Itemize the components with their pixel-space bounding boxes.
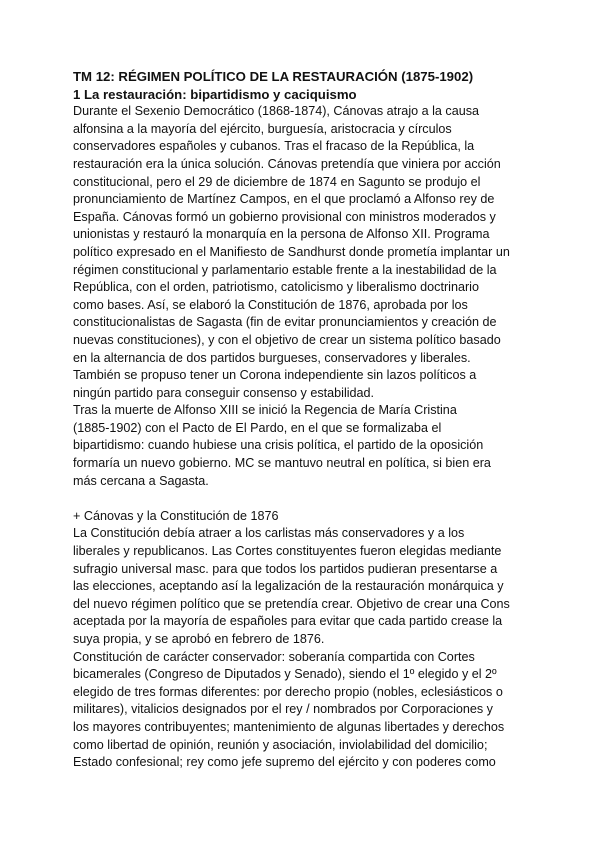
text-line: (1885-1902) con el Pacto de El Pardo, en el que se formalizaba el [73,420,442,435]
paragraph-caracter-conservador [73,649,543,772]
text-line: los mayores contribuyentes; mantenimiento de algunas libertades y derechos [73,719,505,734]
paragraph-regencia [73,402,543,490]
text-line: unionistas y restauró la monarquía en la persona de Alfonso XII. Programa [73,227,490,242]
text-line: del nuevo régimen político que se pretendía crear. Objetivo de crear una Cons [73,596,510,611]
text-line: sufragio universal masc. para que todos los partidos pudieran presentarse a [73,561,498,576]
text-line: político expresado en el Manifiesto de Sandhurst donde prometía implantar un [73,244,510,259]
text-line: como libertad de opinión, reunión y asociación, inviolabilidad del domicilio; [73,737,488,752]
text-line: elegido de tres formas diferentes: por derecho propio (nobles, eclesiásticos o [73,684,503,699]
section-heading-constitucion: + Cánovas y la Constitución de 1876 [73,508,279,523]
text-line: liberales y republicanos. Las Cortes constituyentes fueron elegidas mediante [73,544,502,559]
text-line: Tras la muerte de Alfonso XIII se inició la Regencia de María Cristina [73,403,457,418]
text-line: régimen constitucional y parlamentario estable frente a la inestabilidad de la [73,262,497,277]
document-body [73,68,543,772]
text-line: militares), vitalicios designados por el rey / nombrados por Corporaciones y [73,702,493,717]
text-line: España. Cánovas formó un gobierno provisional con ministros moderados y [73,209,496,224]
section-heading-restauracion: 1 La restauración: bipartidismo y caciquismo [73,86,357,102]
text-line: Durante el Sexenio Democrático (1868-1874), Cánovas atrajo a la causa [73,104,480,119]
text-line: República, con el orden, patriotismo, catolicismo y liberalismo doctrinario [73,280,479,295]
text-line: pronunciamiento de Martínez Campos, en el que proclamó a Alfonso rey de [73,192,495,207]
text-line: formaría un nuevo gobierno. MC se mantuvo neutral en política, si bien era [73,456,491,471]
text-line: Constitución de carácter conservador: soberanía compartida con Cortes [73,649,475,664]
text-line: conservadores españoles y cubanos. Tras el fracaso de la República, la [73,139,475,154]
text-line: suya propia, y se aprobó en febrero de 1876. [73,632,325,646]
text-line: La Constitución debía atraer a los carlistas más conservadores y a los [73,526,465,541]
text-line: más cercana a Sagasta. [73,473,209,488]
text-line: aceptada por la mayoría de españoles para evitar que cada partido crease la [73,614,503,629]
text-line: constitucional, pero el 29 de diciembre de 1874 en Sagunto se produjo el [73,174,481,189]
text-line: como bases. Así, se elaboró la Constitución de 1876, aprobada por los [73,297,468,312]
document-title: TM 12: RÉGIMEN POLÍTICO DE LA RESTAURACIÓN (1875-1902) [73,69,474,84]
paragraph-cortes [73,525,543,648]
text-line: restauración era la única solución. Cánovas pretendía que viniera por acción [73,156,501,171]
text-line: en la alternancia de dos partidos burgueses, conservadores y liberales. [73,350,471,365]
text-line: las elecciones, aceptando así la legalización de la restauración monárquica y [73,579,504,594]
text-line: alfonsina a la mayoría del ejército, burguesía, aristocracia y círculos [73,121,452,136]
text-line: Estado confesional; rey como jefe supremo del ejército y con poderes como [73,755,496,770]
paragraph-sexenio [73,103,543,402]
text-line: ningún partido para conseguir consenso y estabilidad. [73,385,375,400]
text-line: nuevas constituciones), y con el objetivo de crear un sistema político basado [73,332,501,347]
text-line: bipartidismo: cuando hubiese una crisis política, el partido de la oposición [73,438,484,453]
paragraph-spacer [73,490,543,508]
text-line: bicamerales (Congreso de Diputados y Senado), siendo el 1º elegido y el 2º [73,667,497,682]
text-line: constitucionalistas de Sagasta (fin de evitar pronunciamientos y creación de [73,315,497,330]
text-line: También se propuso tener un Corona independiente sin lazos políticos a [73,368,477,383]
